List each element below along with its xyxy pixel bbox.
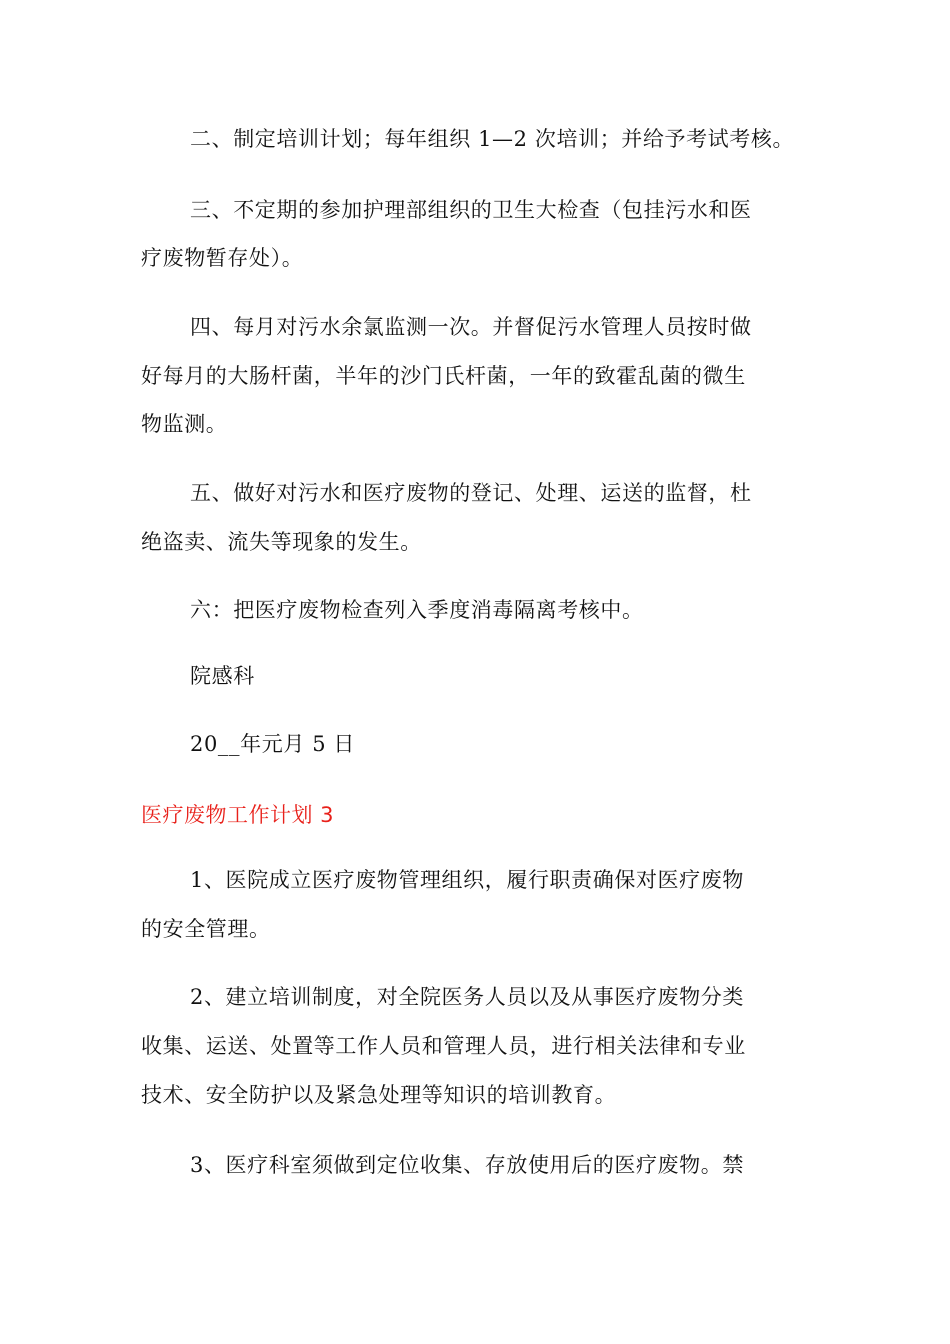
paragraph-2-line-1: 二、制定培训计划；每年组织 1—2 次培训；并给予考试考核。 — [190, 127, 795, 151]
item-3-line-1: 3、医疗科室须做到定位收集、存放使用后的医疗废物。禁 — [190, 1153, 744, 1177]
paragraph-6-line-1: 六：把医疗废物检查列入季度消毒隔离考核中。 — [190, 598, 644, 622]
section-heading: 医疗废物工作计划 3 — [141, 803, 335, 827]
item-2-line-2: 收集、运送、处置等工作人员和管理人员，进行相关法律和专业 — [141, 1034, 746, 1058]
signature-department: 院感科 — [190, 664, 255, 688]
paragraph-5-line-1: 五、做好对污水和医疗废物的登记、处理、运送的监督，杜 — [190, 481, 752, 505]
paragraph-3-line-1: 三、不定期的参加护理部组织的卫生大检查（包挂污水和医 — [190, 198, 752, 222]
paragraph-5-line-2: 绝盗卖、流失等现象的发生。 — [141, 530, 422, 554]
paragraph-4-line-2: 好每月的大肠杆菌，半年的沙门氏杆菌，一年的致霍乱菌的微生 — [141, 364, 746, 388]
item-1-line-2: 的安全管理。 — [141, 917, 271, 941]
paragraph-3-line-2: 疗废物暂存处）。 — [141, 246, 304, 270]
paragraph-4-line-1: 四、每月对污水余氯监测一次。并督促污水管理人员按时做 — [190, 315, 752, 339]
item-1-line-1: 1、医院成立医疗废物管理组织，履行职责确保对医疗废物 — [190, 868, 744, 892]
signature-date: 20__年元月 5 日 — [190, 732, 356, 756]
item-2-line-3: 技术、安全防护以及紧急处理等知识的培训教育。 — [141, 1083, 617, 1107]
paragraph-4-line-3: 物监测。 — [141, 412, 228, 436]
item-2-line-1: 2、建立培训制度，对全院医务人员以及从事医疗废物分类 — [190, 985, 744, 1009]
